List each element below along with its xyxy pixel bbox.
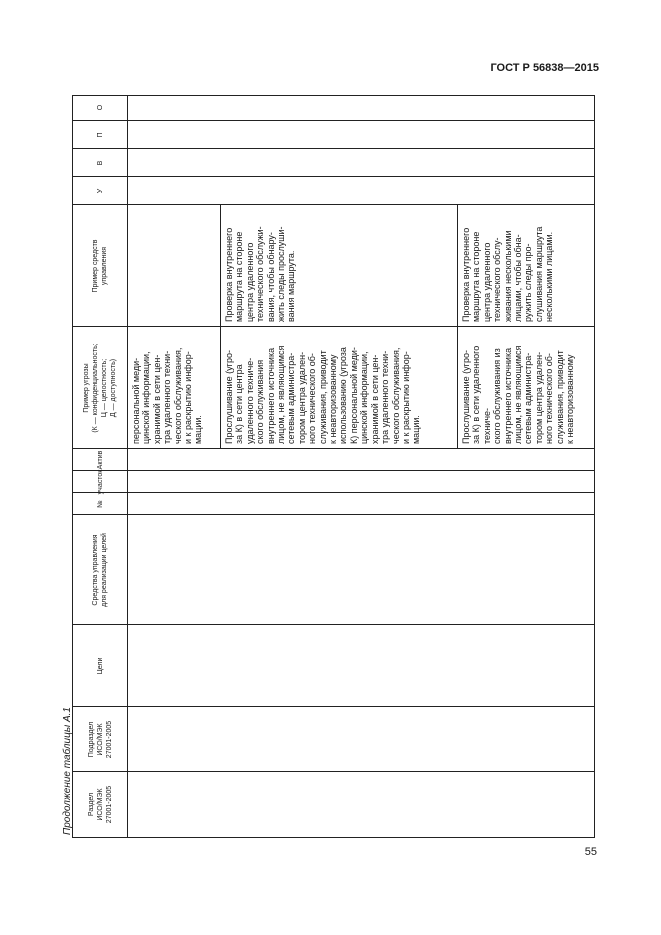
column-divider <box>73 326 594 327</box>
header-razdel: Раздел ИСО/МЭК 27001-2005 <box>87 785 113 824</box>
header-num: № <box>96 500 104 508</box>
table-caption: Продолжение таблицы А.1 <box>62 707 73 835</box>
continuation-table <box>72 95 595 838</box>
column-divider <box>73 514 594 515</box>
column-divider <box>73 448 594 449</box>
column-divider <box>73 624 594 625</box>
header-sredstva: Средства управления для реализации целей <box>92 533 108 607</box>
header-o: О <box>96 104 104 111</box>
column-divider <box>73 470 594 471</box>
control-cell-3: Проверка внутреннего маршрута на стороне центра удаленного технического обслу- живания несколькими лицами, чтобы обна- ружить следы про- слушивания маршрута несколькими лицами. <box>461 226 555 322</box>
document-code: ГОСТ Р 56838—2015 <box>490 62 599 74</box>
header-ugroza: Пример угрозы (К — конфиденциальность; Ц — целостность; Д — доступность) <box>83 343 117 433</box>
threat-cell-2: Прослушивание (угро- за К) в сети центра удаленного техниче- ского обслуживания внутреннего источника лицом, не являющимся сетевым администра- тором центра удален- ного технического об- служивания, приводит к неавторизованному использованию (угроза К) персональной меди- цинской информации, хранимой в сети цен- тра удаленного техни- ческого обслуживания, и к раскрытию инфор- мации. <box>224 345 422 444</box>
column-divider <box>73 771 594 772</box>
row-divider <box>220 205 221 449</box>
rotated-table-wrapper <box>72 95 595 838</box>
column-divider <box>73 120 594 121</box>
column-divider <box>73 492 594 493</box>
column-divider <box>73 706 594 707</box>
column-divider <box>73 148 594 149</box>
header-podrazdel: Подраздел ИСО/МЭК 27001-2005 <box>87 720 113 759</box>
header-uchastok: участок <box>96 469 104 495</box>
threat-cell-1: персональной меди- цинской информации, хранимой в сети цен- тра удаленного техни- ческого обслуживания, и к раскрытию инфор- мации. <box>131 347 204 444</box>
threat-cell-3: Прослушивание (угро- за К) в сети удаленного техниче- ского обслуживания из внутреннего источника лицом, не являющимся сетевым администра- тором центра удален- ного технического об- служивания, приводит к неавторизованному <box>461 345 576 444</box>
header-primer: Пример средств управления <box>92 239 108 293</box>
page-number: 55 <box>584 846 597 858</box>
column-divider <box>73 176 594 177</box>
header-aktiv: Актив <box>96 450 104 470</box>
header-tseli: Цели <box>96 657 104 675</box>
control-cell-2: Проверка внутреннего маршрута на стороне центра удаленного технического обслужи- вания, чтобы обнару- жить следы прослуши- вания маршрута. <box>224 226 297 322</box>
column-divider <box>73 204 594 205</box>
header-divider <box>127 96 128 837</box>
header-v: В <box>96 160 104 166</box>
row-divider <box>457 205 458 449</box>
header-u: У <box>96 188 104 194</box>
header-p: П <box>96 132 104 138</box>
